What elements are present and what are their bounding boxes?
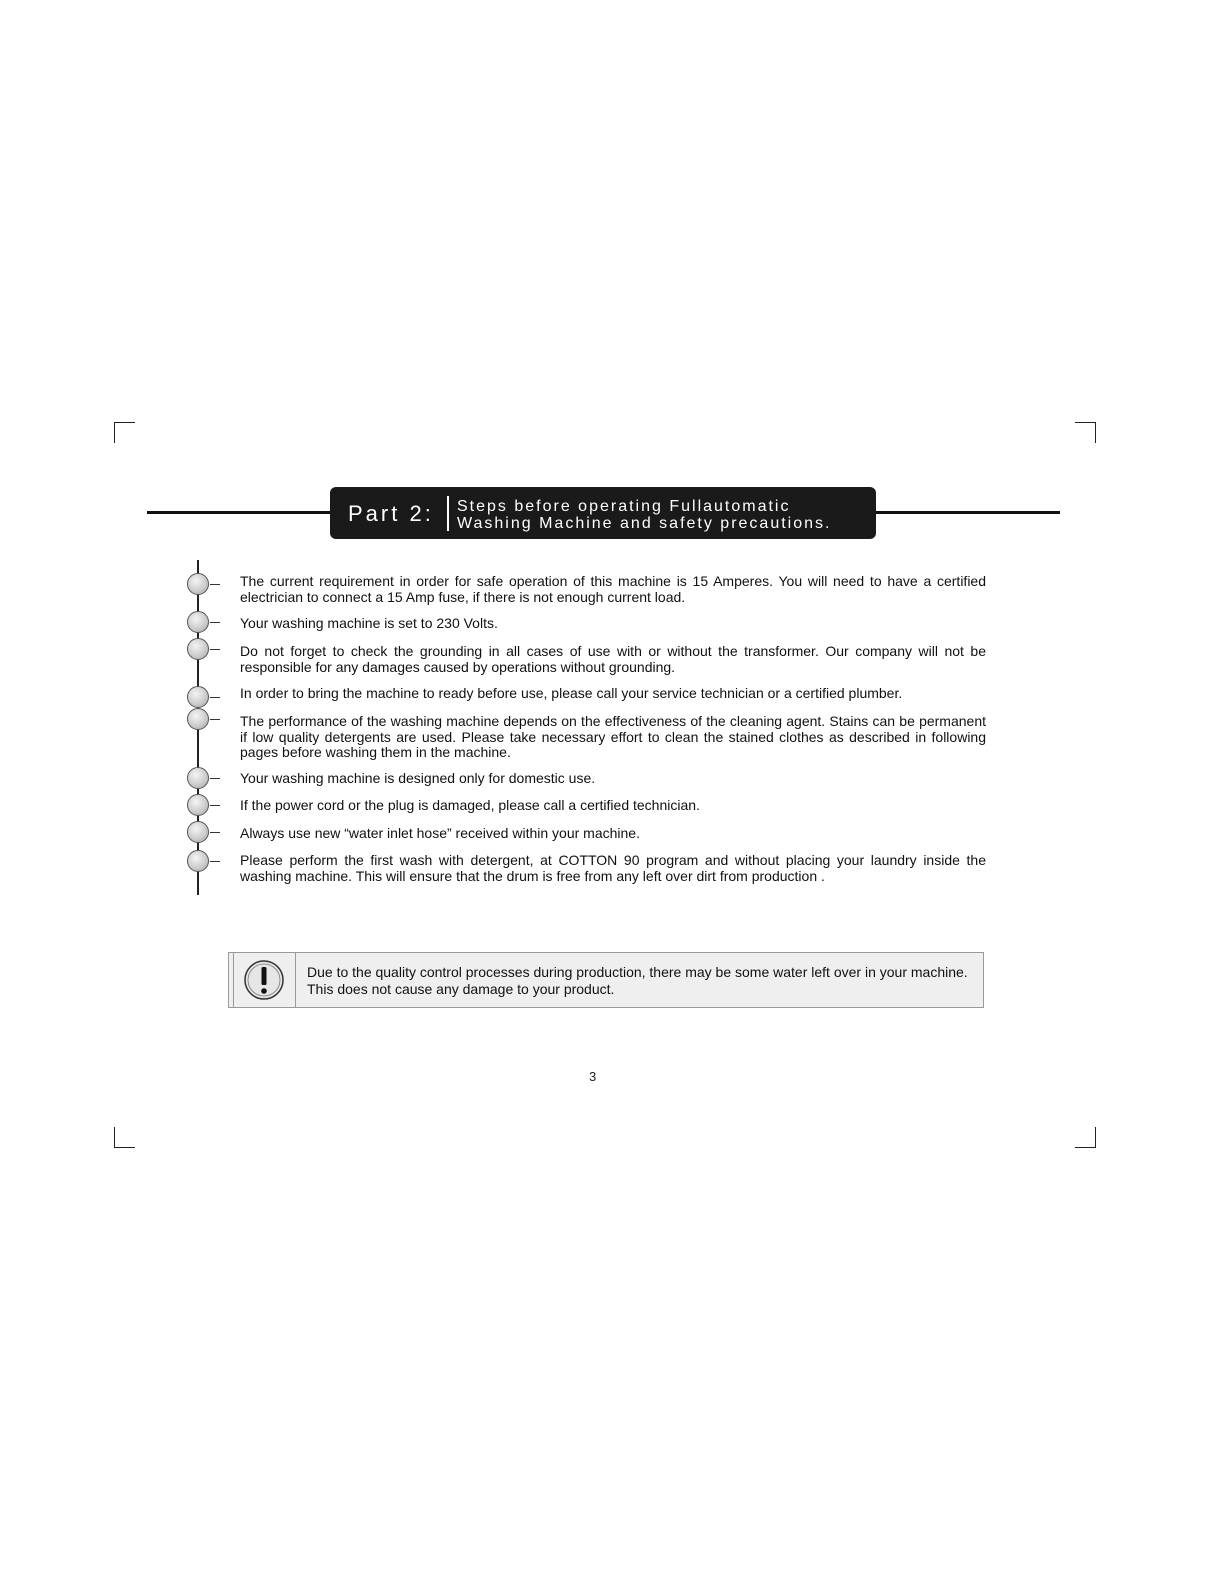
bullet-tick: [210, 622, 220, 623]
precaution-item: In order to bring the machine to ready before use, please call your service technician or a certified plumber.: [240, 685, 903, 701]
section-title: [457, 498, 831, 532]
notice-text: [307, 964, 987, 998]
bullet-icon: [187, 708, 209, 730]
bullet-icon: [187, 686, 209, 708]
part-label: Part 2:: [348, 501, 434, 526]
bullet-tick: [210, 697, 220, 698]
header-divider: [447, 496, 449, 531]
precaution-item: The current requirement in order for safe operation of this machine is 15 Amperes. You will need to have a certified electrician to connect a 15 Amp fuse, if there is not enough current load.: [240, 573, 986, 605]
bullet-icon: [187, 821, 209, 843]
precaution-item: Always use new “water inlet hose” received within your machine.: [240, 825, 640, 841]
precaution-item: Do not forget to check the grounding in all cases of use with or without the transformer. Our company will not be responsible for any damages caused by operations without grounding.: [240, 643, 986, 675]
section-title-line-2: Washing Machine and safety precautions.: [457, 515, 832, 532]
page-number: 3: [589, 1069, 597, 1084]
precaution-item: Please perform the first wash with detergent, at COTTON 90 program and without placing your laundry inside the washing machine. This will ensure that the drum is free from any left over dirt from production .: [240, 852, 986, 884]
crop-mark-top-left: [114, 422, 135, 443]
bullet-icon: [187, 850, 209, 872]
precaution-item: The performance of the washing machine depends on the effectiveness of the cleaning agent. Stains can be permanent if low quality detergents are used. Please take necessary effort to clean the stained clothes as described in following pages before washing them in the machine.: [240, 713, 986, 760]
bullet-tick: [210, 832, 220, 833]
bullet-icon: [187, 573, 209, 595]
bullet-icon: [187, 611, 209, 633]
bullet-icon: [187, 767, 209, 789]
notice-icon-cell: [233, 953, 296, 1007]
bullet-icon: [187, 794, 209, 816]
crop-mark-bottom-right: [1075, 1127, 1096, 1148]
bullet-tick: [210, 805, 220, 806]
precaution-item: If the power cord or the plug is damaged, please call a certified technician.: [240, 797, 700, 813]
notice-box: [228, 952, 984, 1008]
exclamation-icon: [243, 959, 285, 1001]
section-header: [330, 487, 876, 539]
bullet-tick: [210, 584, 220, 585]
crop-mark-top-right: [1075, 422, 1096, 443]
precaution-item: Your washing machine is set to 230 Volts.: [240, 615, 498, 631]
notice-text-line-2: This does not cause any damage to your product.: [307, 981, 615, 997]
bullet-tick: [210, 778, 220, 779]
bullet-tick: [210, 649, 220, 650]
bullet-tick: [210, 719, 220, 720]
precaution-item: Your washing machine is designed only for domestic use.: [240, 770, 596, 786]
crop-mark-bottom-left: [114, 1127, 135, 1148]
notice-text-line-1: Due to the quality control processes during production, there may be some water left over in your machine.: [307, 964, 968, 980]
bullet-tick: [210, 861, 220, 862]
bullet-icon: [187, 638, 209, 660]
section-title-line-1: Steps before operating Fullautomatic: [457, 498, 791, 515]
